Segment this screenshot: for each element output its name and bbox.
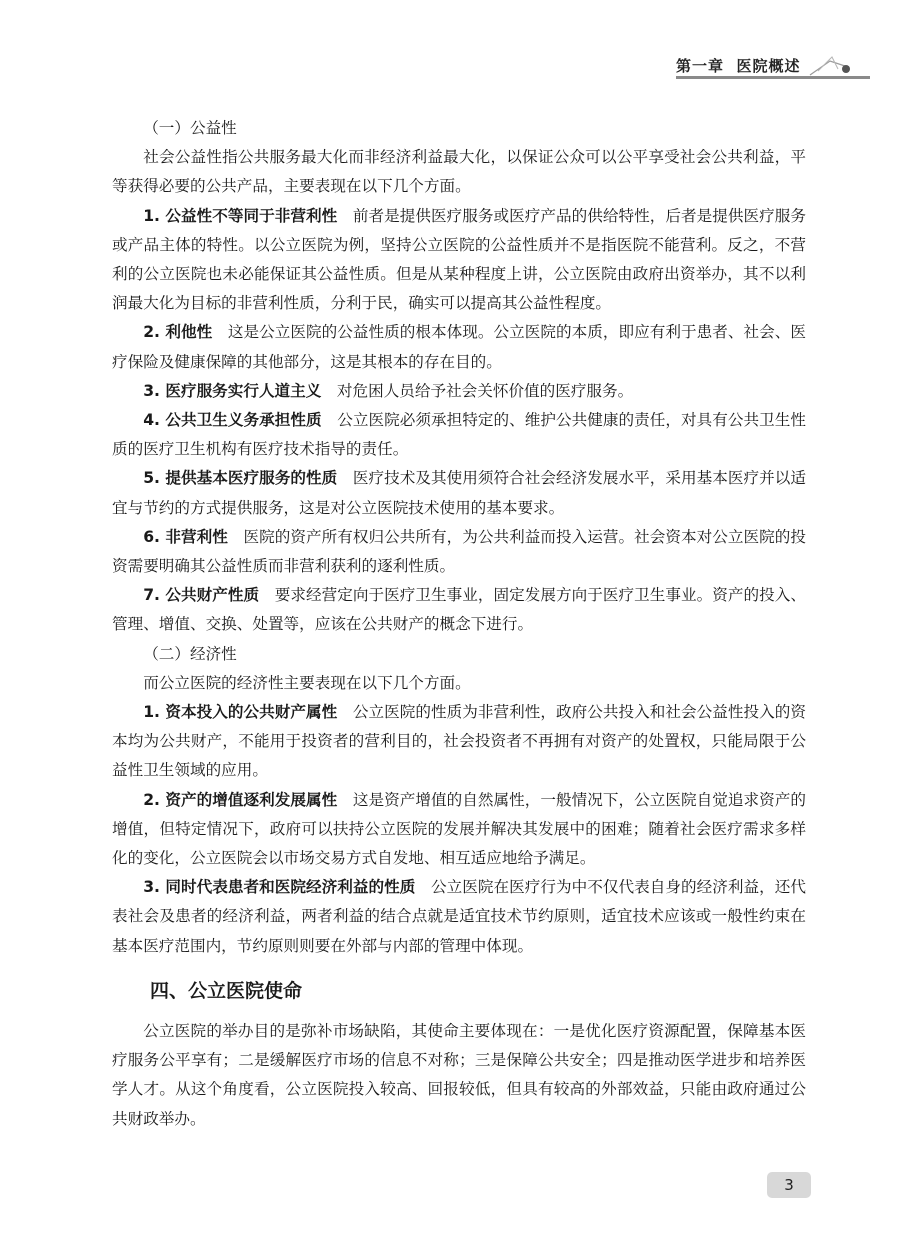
item-lead: 4. 公共卫生义务承担性质 (143, 411, 322, 430)
item-lead: 3. 医疗服务实行人道主义 (143, 381, 322, 400)
item-lead: 1. 公益性不等同于非营利性 (143, 206, 338, 225)
list-item (112, 523, 806, 581)
item-lead: 3. 同时代表患者和医院经济利益的性质 (143, 878, 416, 897)
item-text: 这是公立医院的公益性质的根本体现。公立医院的本质，即应有利于患者、社会、医疗保险及健康保障的其他部分，这是其根本的存在目的。 (112, 323, 806, 371)
subsection-heading-economic: （二）经济性 (143, 644, 237, 663)
paragraph: 而公立医院的经济性主要表现在以下几个方面。 (143, 673, 471, 692)
list-item (112, 698, 806, 786)
list-item (112, 377, 806, 406)
header-chapter: 第一章 (676, 56, 725, 75)
item-text: 医疗技术及其使用须符合社会经济发展水平，采用基本医疗并以适宜与节约的方式提供服务，这是对公立医院技术使用的基本要求。 (112, 469, 806, 517)
item-text: 医院的资产所有权归公共所有，为公共利益而投入运营。社会资本对公立医院的投资需要明确其公益性质而非营利获利的逐利性质。 (112, 527, 806, 576)
item-text: 公立医院在医疗行为中不仅代表自身的经济利益，还代表社会及患者的经济利益，两者利益的结合点就是适宜技术节约原则，适宜技术应该或一般性约束在基本医疗范围内，节约原则则要在外部与内部的管理中体现。 (112, 878, 806, 955)
list-item (112, 786, 806, 874)
list-item (112, 406, 806, 464)
item-lead: 2. 利他性 (143, 323, 213, 342)
item-lead: 7. 公共财产性质 (143, 586, 260, 605)
paragraph: 公立医院的举办目的是弥补市场缺陷，其使命主要体现在：一是优化医疗资源配置，保障基本医疗服务公平享有；二是缓解医疗市场的信息不对称；三是保障公共安全；四是推动医学进步和培养医学人才。从这个角度看，公立医院投入较高、回报较低，但具有较高的外部效益，只能由政府通过公共财政举办。 (112, 1021, 806, 1128)
item-lead: 5. 提供基本医疗服务的性质 (143, 469, 338, 488)
item-text: 公立医院必须承担特定的、维护公共健康的责任，对具有公共卫生性质的医疗卫生机构有医疗技术指导的责任。 (112, 411, 806, 459)
item-text: 公立医院的性质为非营利性，政府公共投入和社会公益性投入的资本均为公共财产，不能用于投资者的营利目的，社会投资者不再拥有对资产的处置权，只能局限于公益性卫生领域的应用。 (112, 703, 806, 780)
page-number: 3 (767, 1172, 811, 1198)
item-lead: 1. 资本投入的公共财产属性 (143, 703, 338, 722)
item-text: 要求经营定向于医疗卫生事业，固定发展方向于医疗卫生事业。资产的投入、管理、增值、交换、处置等，应该在公共财产的概念下进行。 (112, 586, 806, 634)
item-lead: 6. 非营利性 (143, 527, 228, 546)
header-title: 医院概述 (736, 56, 801, 75)
list-item (112, 318, 806, 376)
paragraph: 社会公益性指公共服务最大化而非经济利益最大化，以保证公众可以公平享受社会公共利益，平等获得必要的公共产品，主要表现在以下几个方面。 (112, 148, 806, 196)
list-item (112, 873, 806, 961)
page-content (112, 114, 806, 1134)
item-lead: 2. 资产的增值逐利发展属性 (143, 790, 338, 809)
item-text: 这是资产增值的自然属性，一般情况下，公立医院自觉追求资产的增值，但特定情况下，政府可以扶持公立医院的发展并解决其发展中的困难；随着社会医疗需求多样化的变化，公立医院会以市场交易方式自发地、相互适应地给予满足。 (112, 790, 806, 868)
item-text: 前者是提供医疗服务或医疗产品的供给特性，后者是提供医疗服务或产品主体的特性。以公立医院为例，坚持公立医院的公益性质并不是指医院不能营利。反之，不营利的公立医院也未必能保证其公益性质。但是从某种程度上讲，公立医院由政府出资举办，其不以利润最大化为目标的非营利性质，分利于民，确实可以提高其公益性程度。 (112, 206, 806, 313)
list-item (112, 202, 806, 319)
header-ornament-icon (808, 53, 852, 77)
header-rule (676, 76, 870, 79)
subsection-heading-public-welfare: （一）公益性 (143, 119, 237, 137)
list-item (112, 581, 806, 639)
list-item (112, 464, 806, 522)
item-text: 对危困人员给予社会关怀价值的医疗服务。 (336, 381, 634, 400)
section-title-mission: 四、公立医院使命 (150, 979, 303, 1002)
page-header (676, 52, 852, 78)
